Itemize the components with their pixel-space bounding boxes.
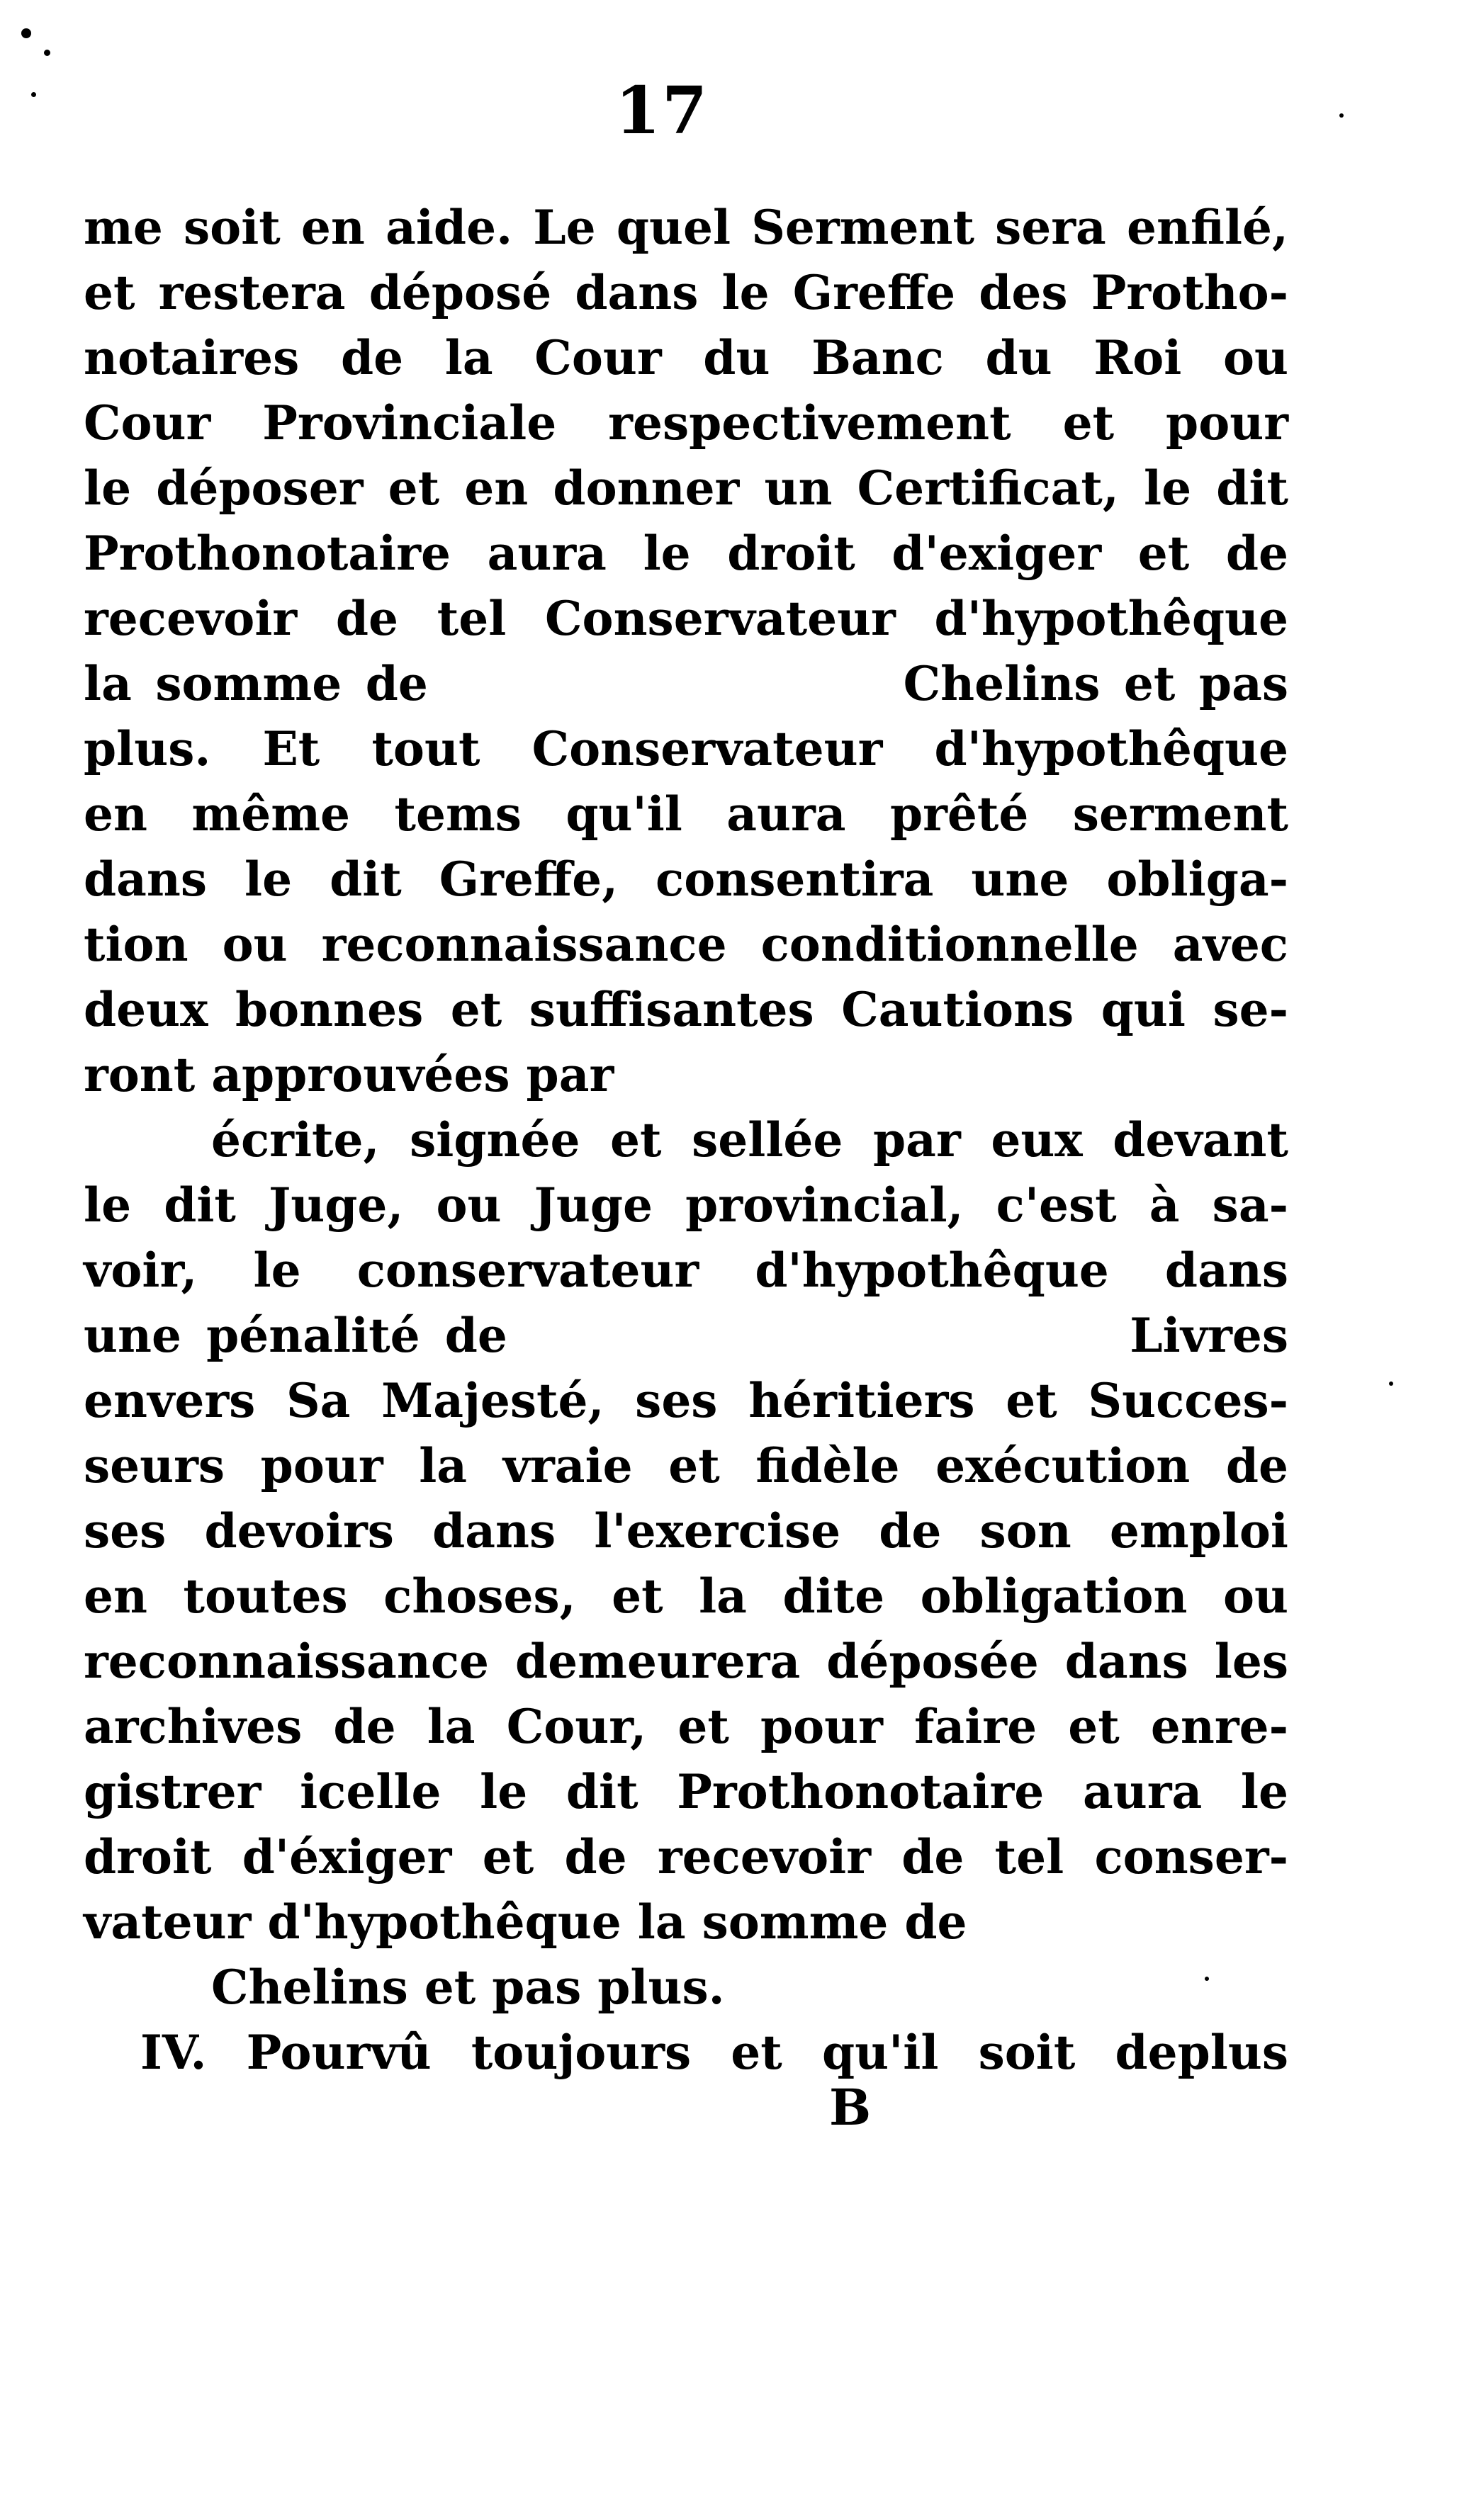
text-line: me soit en aide. Le quel Serment sera enfilé, xyxy=(84,200,1288,255)
text-line: et restera déposé dans le Greffe des Protho- xyxy=(84,265,1288,320)
text-line: le déposer et en donner un Certificat, le dit xyxy=(84,461,1288,516)
text-line: archives de la Cour, et pour faire et enre- xyxy=(84,1699,1288,1754)
scan-speck xyxy=(44,50,50,56)
scan-speck xyxy=(1205,1977,1209,1981)
scan-speck xyxy=(1339,113,1344,118)
text-line: droit d'éxiger et de recevoir de tel conser- xyxy=(84,1829,1288,1885)
text-line: seurs pour la vraie et fidèle exécution de xyxy=(84,1438,1288,1493)
text-line: reconnaissance demeurera déposée dans les xyxy=(84,1634,1288,1689)
text-line: la somme de Chelins et pas xyxy=(84,656,1288,711)
text-line: envers Sa Majesté, ses héritiers et Succes- xyxy=(84,1373,1288,1428)
body-text xyxy=(84,195,1288,2085)
scan-speck xyxy=(21,28,31,38)
scan-speck xyxy=(1389,1382,1393,1386)
text-line: ront approuvées par xyxy=(84,1047,614,1102)
signature-mark: B xyxy=(829,2078,872,2137)
text-line: écrite, signée et sellée par eux devant xyxy=(211,1112,1288,1168)
text-line: tion ou reconnaissance conditionnelle avec xyxy=(84,917,1288,972)
text-line: IV. Pourvû toujours et qu'il soit deplus xyxy=(140,2025,1288,2080)
text-line: voir, le conservateur d'hypothêque dans xyxy=(84,1243,1288,1298)
text-line: dans le dit Greffe, consentira une obliga- xyxy=(84,852,1288,907)
text-line: plus. Et tout Conservateur d'hypothêque xyxy=(84,721,1288,776)
text-line: ses devoirs dans l'exercise de son emploi xyxy=(84,1503,1288,1559)
text-line: en même tems qu'il aura prêté serment xyxy=(84,786,1288,842)
text-line: deux bonnes et suffisantes Cautions qui se- xyxy=(84,982,1288,1037)
text-line: gistrer icelle le dit Prothonotaire aura le xyxy=(84,1764,1288,1819)
text-line: Cour Provinciale respectivement et pour xyxy=(84,395,1288,451)
scan-speck xyxy=(31,92,36,97)
page-number: 17 xyxy=(615,72,709,149)
text-line: une pénalité de Livres xyxy=(84,1308,1288,1363)
text-line: Chelins et pas plus. xyxy=(211,1960,725,2015)
text-line: Prothonotaire aura le droit d'exiger et de xyxy=(84,526,1288,581)
text-line: en toutes choses, et la dite obligation ou xyxy=(84,1569,1288,1624)
text-line: recevoir de tel Conservateur d'hypothêque xyxy=(84,591,1288,646)
text-line: le dit Juge, ou Juge provincial, c'est à sa- xyxy=(84,1177,1288,1233)
text-line: vateur d'hypothêque la somme de xyxy=(84,1894,967,1950)
text-line: notaires de la Cour du Banc du Roi ou xyxy=(84,330,1288,385)
